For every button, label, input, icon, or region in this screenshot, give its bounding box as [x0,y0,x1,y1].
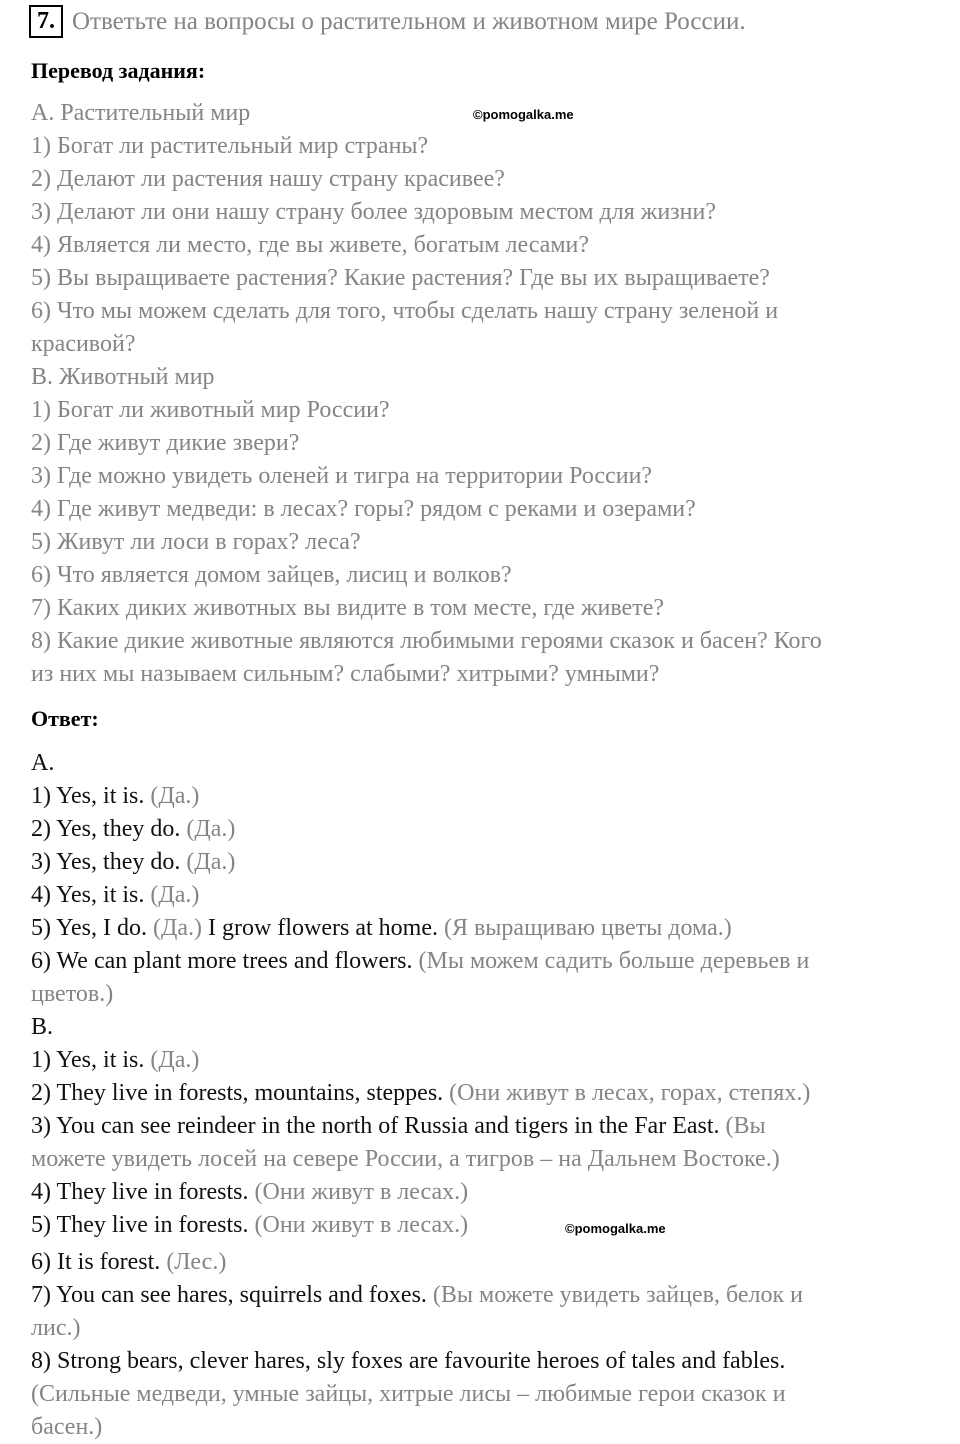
answer-line [31,1012,53,1042]
translation-line: 8) Какие дикие животные являются любимыми героями сказок и басен? Кого [31,628,822,654]
watermark: ©pomogalka.me [473,107,574,122]
translation-line: 2) Делают ли растения нашу страну красивее? [31,166,505,192]
translation-line: 3) Делают ли они нашу страну более здоровым местом для жизни? [31,199,716,225]
answer-english: B. [31,1014,54,1040]
task-title: Ответьте на вопросы о растительном и животном мире России. [72,8,746,35]
answer-line [31,1412,102,1442]
answer-russian: (Они живут в лесах.) [254,1212,469,1238]
translation-line: А. Растительный мир [31,100,251,126]
answer-line [31,1346,785,1376]
answer-russian: (Вы [725,1113,766,1139]
answer-line [31,880,199,910]
answer-line [31,1144,780,1174]
answer-russian: (Я выращиваю цветы дома.) [443,915,732,941]
translation-line: 4) Где живут медведи: в лесах? горы? рядом с реками и озерами? [31,496,696,522]
answer-russian: (Да.) [150,1047,200,1073]
answer-russian: (Да.) [150,783,200,809]
answer-russian: (Они живут в лесах, горах, степях.) [449,1080,811,1106]
answer-english: 8) Strong bears, clever hares, sly foxes are favourite heroes of tales and fables. [31,1348,786,1374]
translation-line: 1) Богат ли животный мир России? [31,397,390,423]
answer-russian: басен.) [31,1414,103,1440]
answer-english: 6) We can plant more trees and flowers. [31,948,419,974]
translation-line: 4) Является ли место, где вы живете, богатым лесами? [31,232,590,258]
answer-english: 5) They live in forests. [31,1212,255,1238]
translation-line: 7) Каких диких животных вы видите в том месте, где живете? [31,595,664,621]
answer-russian: (Да.) [186,849,236,875]
answer-russian: цветов.) [31,981,114,1007]
answer-line [31,1078,810,1108]
translation-line: 5) Живут ли лоси в горах? леса? [31,529,361,555]
answer-line [31,748,54,778]
answer-russian: (Вы можете увидеть зайцев, белок и [432,1282,803,1308]
translation-line: 6) Что является домом зайцев, лисиц и волков? [31,562,512,588]
answer-line [31,1111,766,1141]
answer-english: 4) Yes, it is. [31,882,151,908]
answer-line [31,1280,803,1310]
translation-line: 5) Вы выращиваете растения? Какие растения? Где вы их выращиваете? [31,265,770,291]
answer-russian: (Да.) [150,882,200,908]
watermark: ©pomogalka.me [565,1221,666,1236]
answer-line [31,946,809,976]
answer-russian: (Лес.) [166,1249,227,1275]
answer-english: 2) They live in forests, mountains, steppes. [31,1080,450,1106]
answer-english: 7) You can see hares, squirrels and foxes. [31,1282,433,1308]
translation-line: В. Животный мир [31,364,215,390]
answer-english: A. [31,750,55,776]
answer-english: 5) Yes, I do. [31,915,154,941]
translation-line: из них мы называем сильным? слабыми? хитрыми? умными? [31,661,660,687]
translation-header: Перевод задания: [31,58,206,83]
translation-line: 1) Богат ли растительный мир страны? [31,133,429,159]
translation-line: 2) Где живут дикие звери? [31,430,300,456]
answer-english: 3) You can see reindeer in the north of Russia and tigers in the Far East. [31,1113,726,1139]
answer-russian: лис.) [31,1315,81,1341]
answer-russian: (Они живут в лесах.) [254,1179,469,1205]
answer-russian: (Да.) [186,816,236,842]
answer-english: 4) They live in forests. [31,1179,255,1205]
answer-english: 2) Yes, they do. [31,816,187,842]
answer-line [31,1210,468,1240]
answer-header: Ответ: [31,706,99,731]
answer-russian: (Да.) [153,915,203,941]
answer-line [31,1045,199,1075]
answer-russian: (Сильные медведи, умные зайцы, хитрые лисы – любимые герои сказок и [31,1381,786,1407]
answer-english: 1) Yes, it is. [31,1047,151,1073]
translation-line: 3) Где можно увидеть оленей и тигра на территории России? [31,463,653,489]
answer-english: 3) Yes, they do. [31,849,187,875]
translation-line: 6) Что мы можем сделать для того, чтобы сделать нашу страну зеленой и [31,298,779,324]
answer-russian: можете увидеть лосей на севере России, а тигров – на Дальнем Востоке.) [31,1146,780,1172]
answer-line [31,1313,80,1343]
task-number: 7. [29,5,63,38]
answer-line [31,814,235,844]
answer-line [31,847,235,877]
answer-line [31,913,732,943]
answer-line [31,1247,226,1277]
answer-line [31,1379,786,1409]
answer-line [31,781,199,811]
answer-english: I grow flowers at home. [202,915,444,941]
translation-line: красивой? [31,331,136,357]
answer-english: 1) Yes, it is. [31,783,151,809]
answer-english: 6) It is forest. [31,1249,167,1275]
answer-russian: (Мы можем садить больше деревьев и [418,948,810,974]
answer-line [31,979,113,1009]
answer-line [31,1177,468,1207]
